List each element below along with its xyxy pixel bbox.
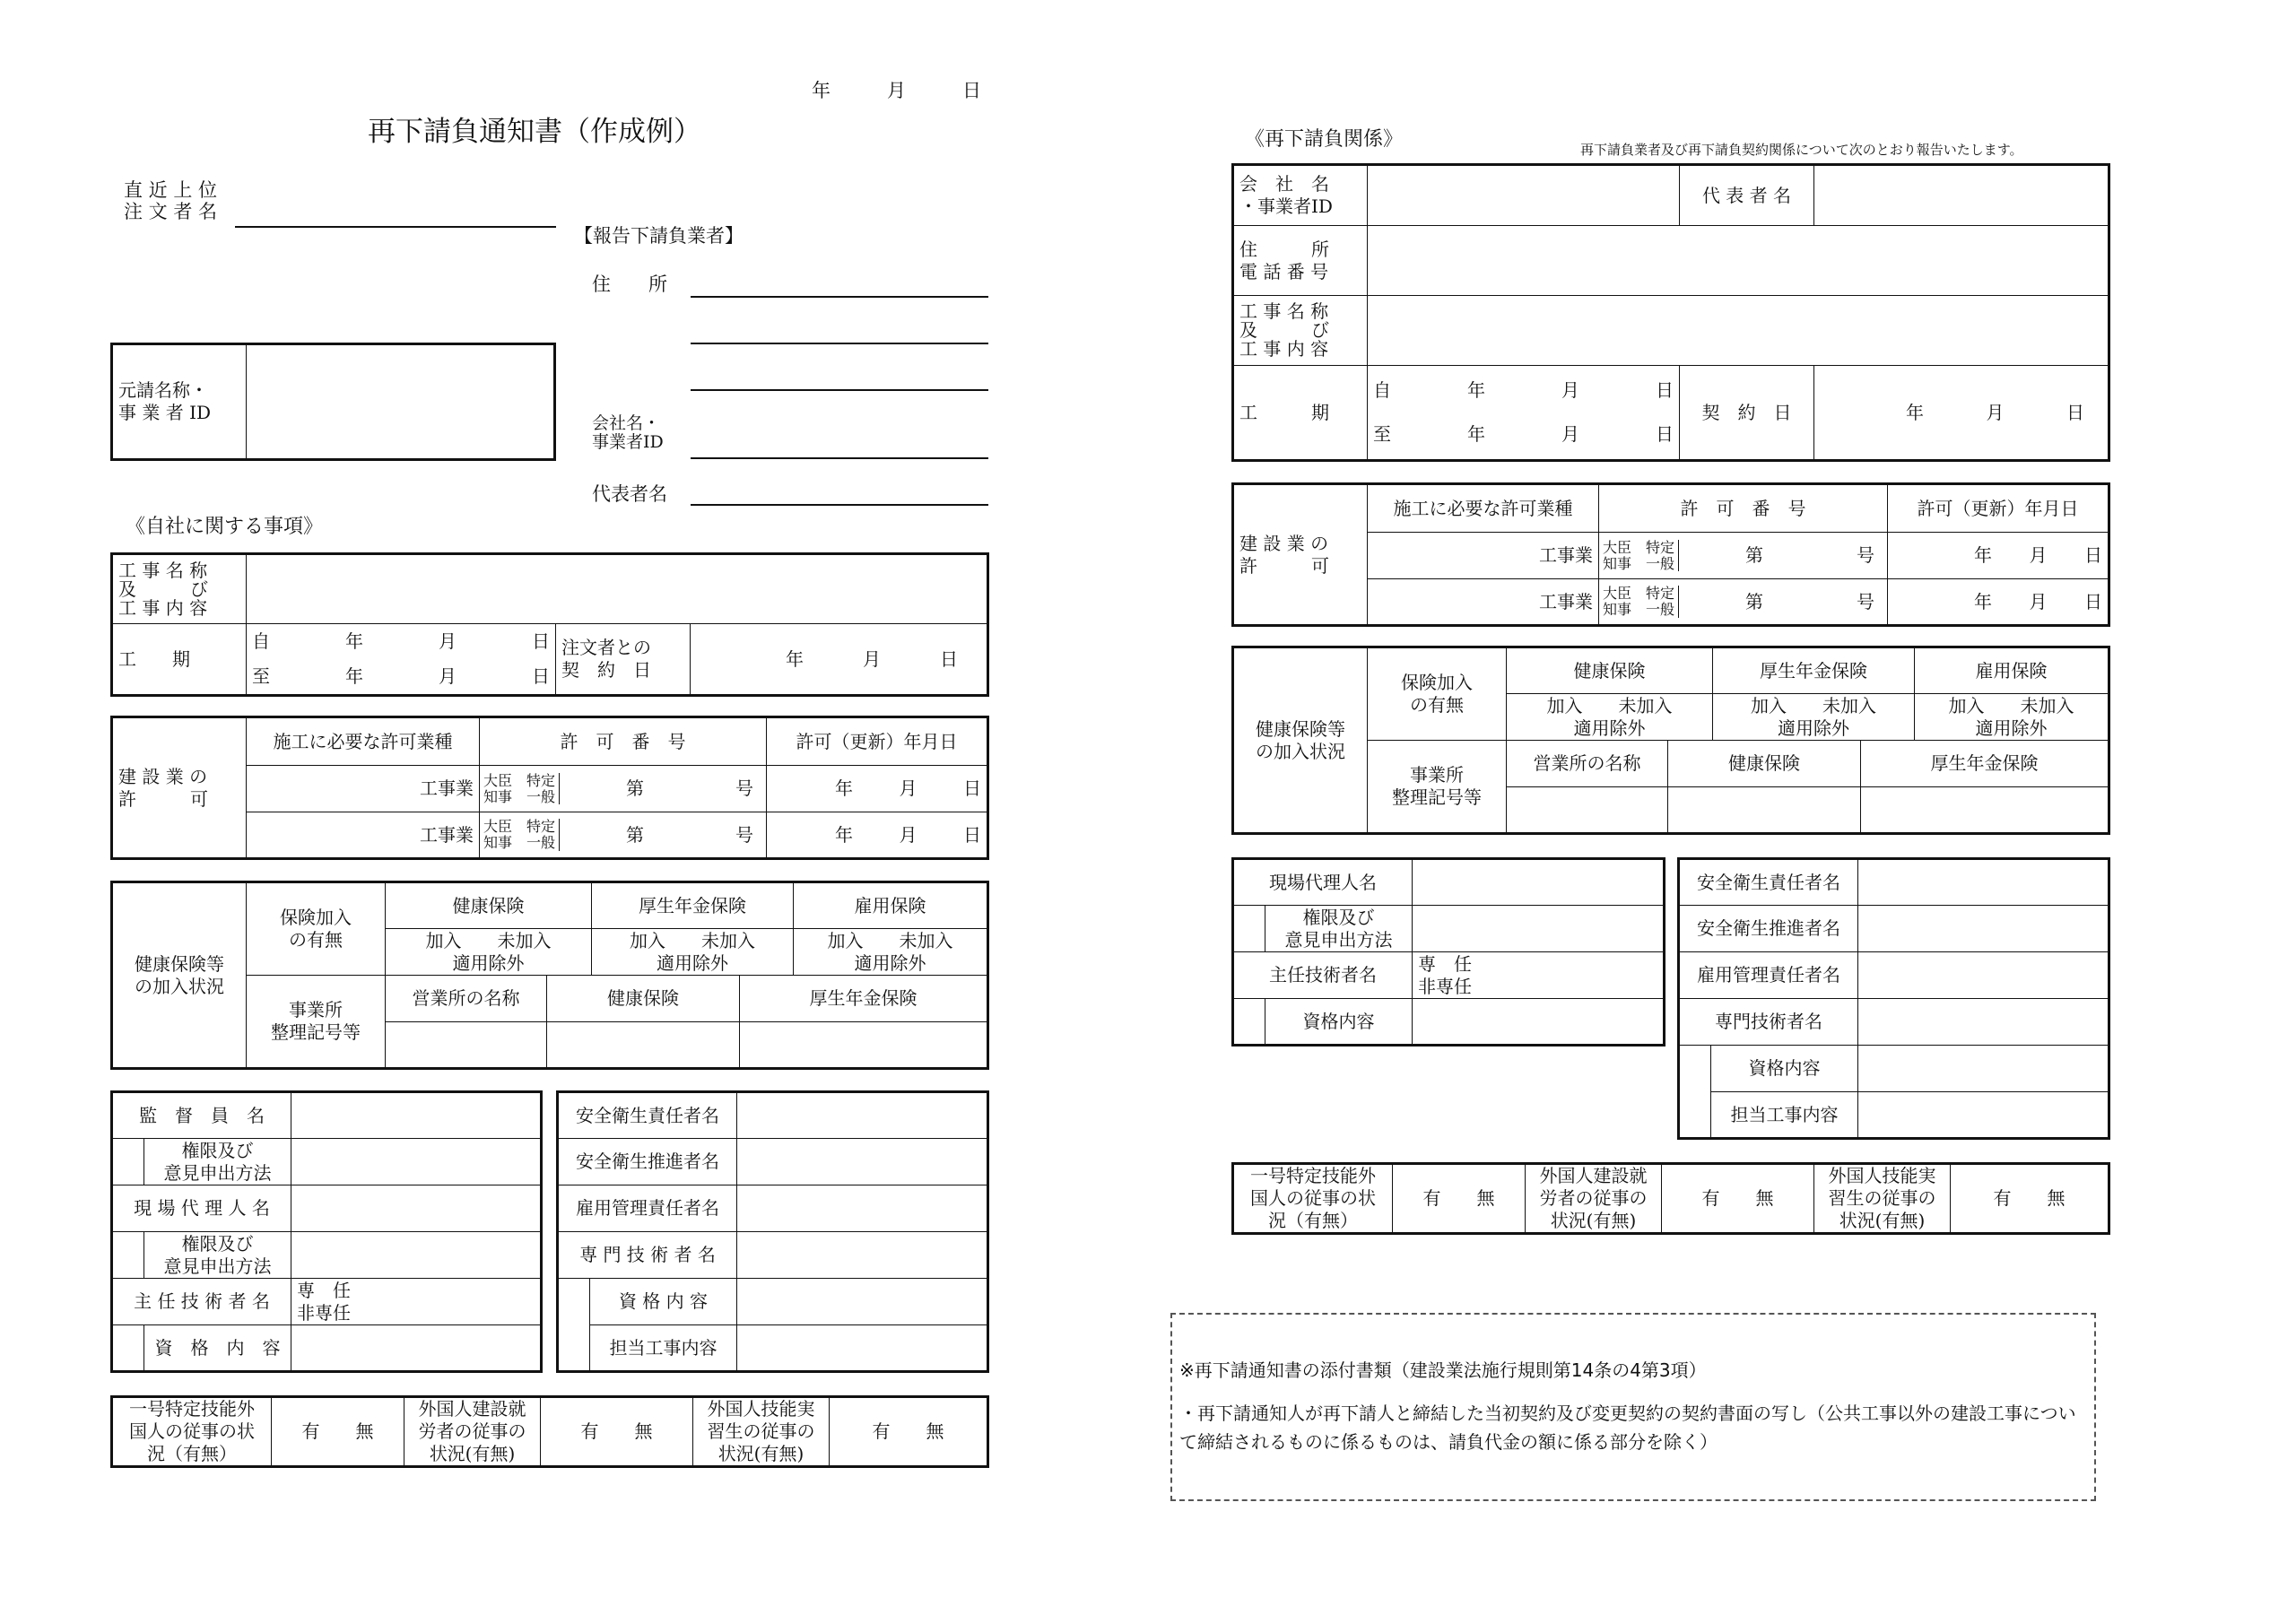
resub-license-label: 建 設 業 の 許 可 — [1233, 484, 1368, 626]
safety-manager-label: 安全衛生責任者名 — [558, 1092, 737, 1139]
chief-engineer-dedicated[interactable]: 専 任 非専任 — [291, 1279, 542, 1325]
resub-main-table — [1231, 163, 2110, 462]
office-name-header: 営業所の名称 — [386, 976, 547, 1022]
assigned-work-label: 担当工事内容 — [590, 1325, 737, 1372]
resub-representative-value[interactable] — [1814, 165, 2109, 226]
resub-authority-value[interactable] — [1413, 906, 1665, 952]
license-col-type: 施工に必要な許可業種 — [247, 717, 480, 766]
technical-intern-value[interactable]: 有 無 — [830, 1397, 988, 1467]
resub-contract-value[interactable]: 年 月 日 — [1814, 366, 2109, 461]
attachments-body: ・再下請通知人が再下請人と締結した当初契約及び変更契約の契約書面の写し（公共工事以外の建設工事について締結されるものに係るものは、請負代金の額に係る部分を除く） — [1179, 1403, 2076, 1453]
resub-office-name-value[interactable] — [1507, 787, 1668, 834]
resub-foreign-construction-label: 外国人建設就 労者の従事の 状況(有無) — [1526, 1164, 1662, 1234]
license-row-1-date[interactable]: 年 月 日 — [767, 766, 988, 812]
resub-technical-intern-label: 外国人技能実 習生の従事の 状況(有無) — [1814, 1164, 1951, 1234]
resub-insurance-label: 健康保険等 の加入状況 — [1233, 647, 1368, 834]
own-company-header: 《自社に関する事項》 — [126, 516, 324, 538]
resub-site-agent-value[interactable] — [1413, 859, 1665, 906]
chief-qualification-value[interactable] — [291, 1325, 542, 1372]
office-pension-value[interactable] — [740, 1022, 988, 1069]
resub-specialist-label: 専門技術者名 — [1679, 999, 1858, 1046]
resub-safety-manager-label: 安全衛生責任者名 — [1679, 859, 1858, 906]
enroll-employment: 雇用保険 — [794, 882, 988, 929]
resub-enroll-label: 保険加入 の有無 — [1368, 647, 1507, 741]
representative-label: 代表者名 — [592, 483, 667, 505]
resub-enroll-employment-status[interactable]: 加入 未加入 適用除外 — [1915, 694, 2109, 741]
resub-license-col-number: 許 可 番 号 — [1599, 484, 1888, 533]
resub-chief-qualification-label: 資格内容 — [1265, 999, 1413, 1046]
resub-enroll-employment: 雇用保険 — [1915, 647, 2109, 694]
work-name-value[interactable] — [247, 554, 988, 624]
resub-license-row-1-date[interactable]: 年 月 日 — [1888, 533, 2109, 579]
resub-technical-intern-value[interactable]: 有 無 — [1951, 1164, 2109, 1234]
resub-license-col-type: 施工に必要な許可業種 — [1368, 484, 1599, 533]
resub-staff-left-table — [1231, 857, 1665, 1046]
prime-contractor-value[interactable] — [247, 344, 555, 460]
resub-license-table — [1231, 482, 2110, 627]
reporting-sub-header: 【報告下請負業者】 — [574, 225, 744, 247]
safety-promoter-value[interactable] — [737, 1139, 988, 1185]
resub-address-value[interactable] — [1368, 226, 2109, 296]
resub-office-label: 事業所 整理記号等 — [1368, 741, 1507, 834]
resub-address-label: 住 所 電 話 番 号 — [1233, 226, 1368, 296]
work-period-label: 工 期 — [112, 624, 247, 696]
resub-company-value[interactable] — [1368, 165, 1680, 226]
resub-specified-skilled-label: 一号特定技能外 国人の従事の状 況（有無） — [1233, 1164, 1393, 1234]
resub-chief-dedicated[interactable]: 専 任 非専任 — [1413, 952, 1665, 999]
resub-company-label: 会 社 名 ・事業者ID — [1233, 165, 1368, 226]
resub-safety-promoter-value[interactable] — [1858, 906, 2109, 952]
attachments-note — [1170, 1313, 2096, 1501]
resub-office-pension-value[interactable] — [1861, 787, 2109, 834]
resub-authority-label: 権限及び 意見申出方法 — [1265, 906, 1413, 952]
prime-contractor-label: 元請名称・ 事 業 者 ID — [112, 344, 247, 460]
site-agent-authority-value[interactable] — [291, 1232, 542, 1279]
insurance-table — [110, 881, 989, 1070]
enroll-pension-status[interactable]: 加入 未加入 適用除外 — [592, 929, 794, 976]
office-label: 事業所 整理記号等 — [247, 976, 386, 1069]
resub-specialist-qualification-label: 資格内容 — [1711, 1046, 1858, 1092]
site-agent-authority-label: 権限及び 意見申出方法 — [144, 1232, 291, 1279]
representative-line[interactable] — [691, 504, 988, 506]
site-agent-value[interactable] — [291, 1185, 542, 1232]
resub-office-pension-header: 厚生年金保険 — [1861, 741, 2109, 787]
resub-enroll-pension-status[interactable]: 加入 未加入 適用除外 — [1713, 694, 1915, 741]
address-line-3[interactable] — [691, 389, 988, 391]
resub-foreign-construction-value[interactable]: 有 無 — [1662, 1164, 1814, 1234]
resub-staff-right-table — [1677, 857, 2110, 1140]
foreign-construction-label: 外国人建設就 労者の従事の 状況(有無) — [404, 1397, 541, 1467]
prime-contractor-box — [110, 343, 556, 461]
date-line: 年 月 日 — [812, 80, 981, 101]
specialist-label: 専 門 技 術 者 名 — [558, 1232, 737, 1279]
resub-foreign-workers-table — [1231, 1162, 2110, 1235]
resub-contract-label: 契 約 日 — [1680, 366, 1814, 461]
specified-skilled-label: 一号特定技能外 国人の従事の状 況（有無） — [112, 1397, 272, 1467]
safety-manager-value[interactable] — [737, 1092, 988, 1139]
license-row-2-date[interactable]: 年 月 日 — [767, 812, 988, 859]
employment-manager-label: 雇用管理責任者名 — [558, 1185, 737, 1232]
chief-engineer-label: 主 任 技 術 者 名 — [112, 1279, 291, 1325]
resub-license-row-2-number[interactable]: 大臣 特定 知事 一般 第 号 — [1599, 579, 1888, 626]
foreign-workers-table — [110, 1395, 989, 1468]
resub-specialist-qualification-value[interactable] — [1858, 1046, 2109, 1092]
resub-employment-manager-label: 雇用管理責任者名 — [1679, 952, 1858, 999]
company-id-label: 会社名・ 事業者ID — [592, 413, 664, 452]
work-name-label: 工 事 名 称 及 び 工 事 内 容 — [112, 554, 247, 624]
specialist-value[interactable] — [737, 1232, 988, 1279]
license-row-2-type[interactable]: 工事業 — [247, 812, 480, 859]
resub-specified-skilled-value[interactable]: 有 無 — [1393, 1164, 1526, 1234]
resub-chief-qualification-value[interactable] — [1413, 999, 1665, 1046]
resub-employment-manager-value[interactable] — [1858, 952, 2109, 999]
contract-date-value[interactable]: 年 月 日 — [691, 624, 988, 696]
specialist-qualification-label: 資 格 内 容 — [590, 1279, 737, 1325]
address-line-1[interactable] — [691, 296, 988, 298]
direct-orderer-line[interactable] — [235, 226, 556, 228]
resub-specialist-value[interactable] — [1858, 999, 2109, 1046]
resub-work-name-value[interactable] — [1368, 296, 2109, 366]
resub-period-value[interactable]: 自 年 月 日 至 年 月 日 — [1368, 366, 1680, 461]
office-health-header: 健康保険 — [547, 976, 740, 1022]
resub-office-name-header: 営業所の名称 — [1507, 741, 1668, 787]
resub-section-header: 《再下請負関係》 — [1245, 128, 1404, 151]
resub-enroll-health-status[interactable]: 加入 未加入 適用除外 — [1507, 694, 1713, 741]
license-label: 建 設 業 の 許 可 — [112, 717, 247, 859]
supervisor-authority-value[interactable] — [291, 1139, 542, 1185]
attachments-heading: ※再下請通知書の添付書類（建設業法施行規則第14条の4第3項） — [1179, 1359, 1707, 1381]
company-id-line[interactable] — [691, 457, 988, 459]
resub-license-row-2-type[interactable]: 工事業 — [1368, 579, 1599, 626]
office-name-value[interactable] — [386, 1022, 547, 1069]
resub-assigned-work-label: 担当工事内容 — [1711, 1092, 1858, 1139]
assigned-work-value[interactable] — [737, 1325, 988, 1372]
safety-promoter-label: 安全衛生推進者名 — [558, 1139, 737, 1185]
page-title: 再下請負通知書（作成例） — [368, 116, 701, 148]
resub-safety-promoter-label: 安全衛生推進者名 — [1679, 906, 1858, 952]
resub-license-row-1-number[interactable]: 大臣 特定 知事 一般 第 号 — [1599, 533, 1888, 579]
resub-license-col-date: 許可（更新）年月日 — [1888, 484, 2109, 533]
resub-chief-engineer-label: 主任技術者名 — [1233, 952, 1413, 999]
resub-work-name-label: 工 事 名 称 及 び 工 事 内 容 — [1233, 296, 1368, 366]
direct-orderer-label: 直 近 上 位 注 文 者 名 — [124, 179, 218, 223]
resub-insurance-table — [1231, 646, 2110, 835]
resub-enroll-pension: 厚生年金保険 — [1713, 647, 1915, 694]
enroll-employment-status[interactable]: 加入 未加入 適用除外 — [794, 929, 988, 976]
resub-license-row-2-date[interactable]: 年 月 日 — [1888, 579, 2109, 626]
enroll-health-status[interactable]: 加入 未加入 適用除外 — [386, 929, 592, 976]
resub-section-note: 再下請負業者及び再下請負契約関係について次のとおり報告いたします。 — [1580, 142, 2023, 158]
license-row-2-number[interactable]: 大臣 特定 知事 一般 第 号 — [480, 812, 767, 859]
chief-qualification-label: 資 格 内 容 — [144, 1325, 291, 1372]
address-label: 住 所 — [592, 274, 667, 295]
enroll-health: 健康保険 — [386, 882, 592, 929]
work-table — [110, 552, 989, 697]
enroll-pension: 厚生年金保険 — [592, 882, 794, 929]
contract-date-label: 注文者との 契 約 日 — [556, 624, 691, 696]
supervisor-authority-label: 権限及び 意見申出方法 — [144, 1139, 291, 1185]
license-table — [110, 716, 989, 860]
resub-site-agent-label: 現場代理人名 — [1233, 859, 1413, 906]
resub-office-health-value[interactable] — [1668, 787, 1861, 834]
staff-right-table — [556, 1090, 989, 1373]
resub-safety-manager-value[interactable] — [1858, 859, 2109, 906]
resub-enroll-health: 健康保険 — [1507, 647, 1713, 694]
resub-representative-label: 代 表 者 名 — [1680, 165, 1814, 226]
license-row-1-number[interactable]: 大臣 特定 知事 一般 第 号 — [480, 766, 767, 812]
employment-manager-value[interactable] — [737, 1185, 988, 1232]
resub-license-row-1-type[interactable]: 工事業 — [1368, 533, 1599, 579]
insurance-label: 健康保険等 の加入状況 — [112, 882, 247, 1069]
specified-skilled-value[interactable]: 有 無 — [272, 1397, 404, 1467]
office-pension-header: 厚生年金保険 — [740, 976, 988, 1022]
specialist-qualification-value[interactable] — [737, 1279, 988, 1325]
foreign-construction-value[interactable]: 有 無 — [541, 1397, 693, 1467]
staff-left-table — [110, 1090, 543, 1373]
work-period-value[interactable]: 自 年 月 日 至 年 月 日 — [247, 624, 556, 696]
technical-intern-label: 外国人技能実 習生の従事の 状況(有無) — [693, 1397, 830, 1467]
supervisor-label: 監 督 員 名 — [112, 1092, 291, 1139]
office-health-value[interactable] — [547, 1022, 740, 1069]
address-line-2[interactable] — [691, 343, 988, 344]
license-row-1-type[interactable]: 工事業 — [247, 766, 480, 812]
site-agent-label: 現 場 代 理 人 名 — [112, 1185, 291, 1232]
supervisor-value[interactable] — [291, 1092, 542, 1139]
license-col-date: 許可（更新）年月日 — [767, 717, 988, 766]
resub-period-label: 工 期 — [1233, 366, 1368, 461]
resub-assigned-work-value[interactable] — [1858, 1092, 2109, 1139]
license-col-number: 許 可 番 号 — [480, 717, 767, 766]
enroll-label: 保険加入 の有無 — [247, 882, 386, 976]
resub-office-health-header: 健康保険 — [1668, 741, 1861, 787]
